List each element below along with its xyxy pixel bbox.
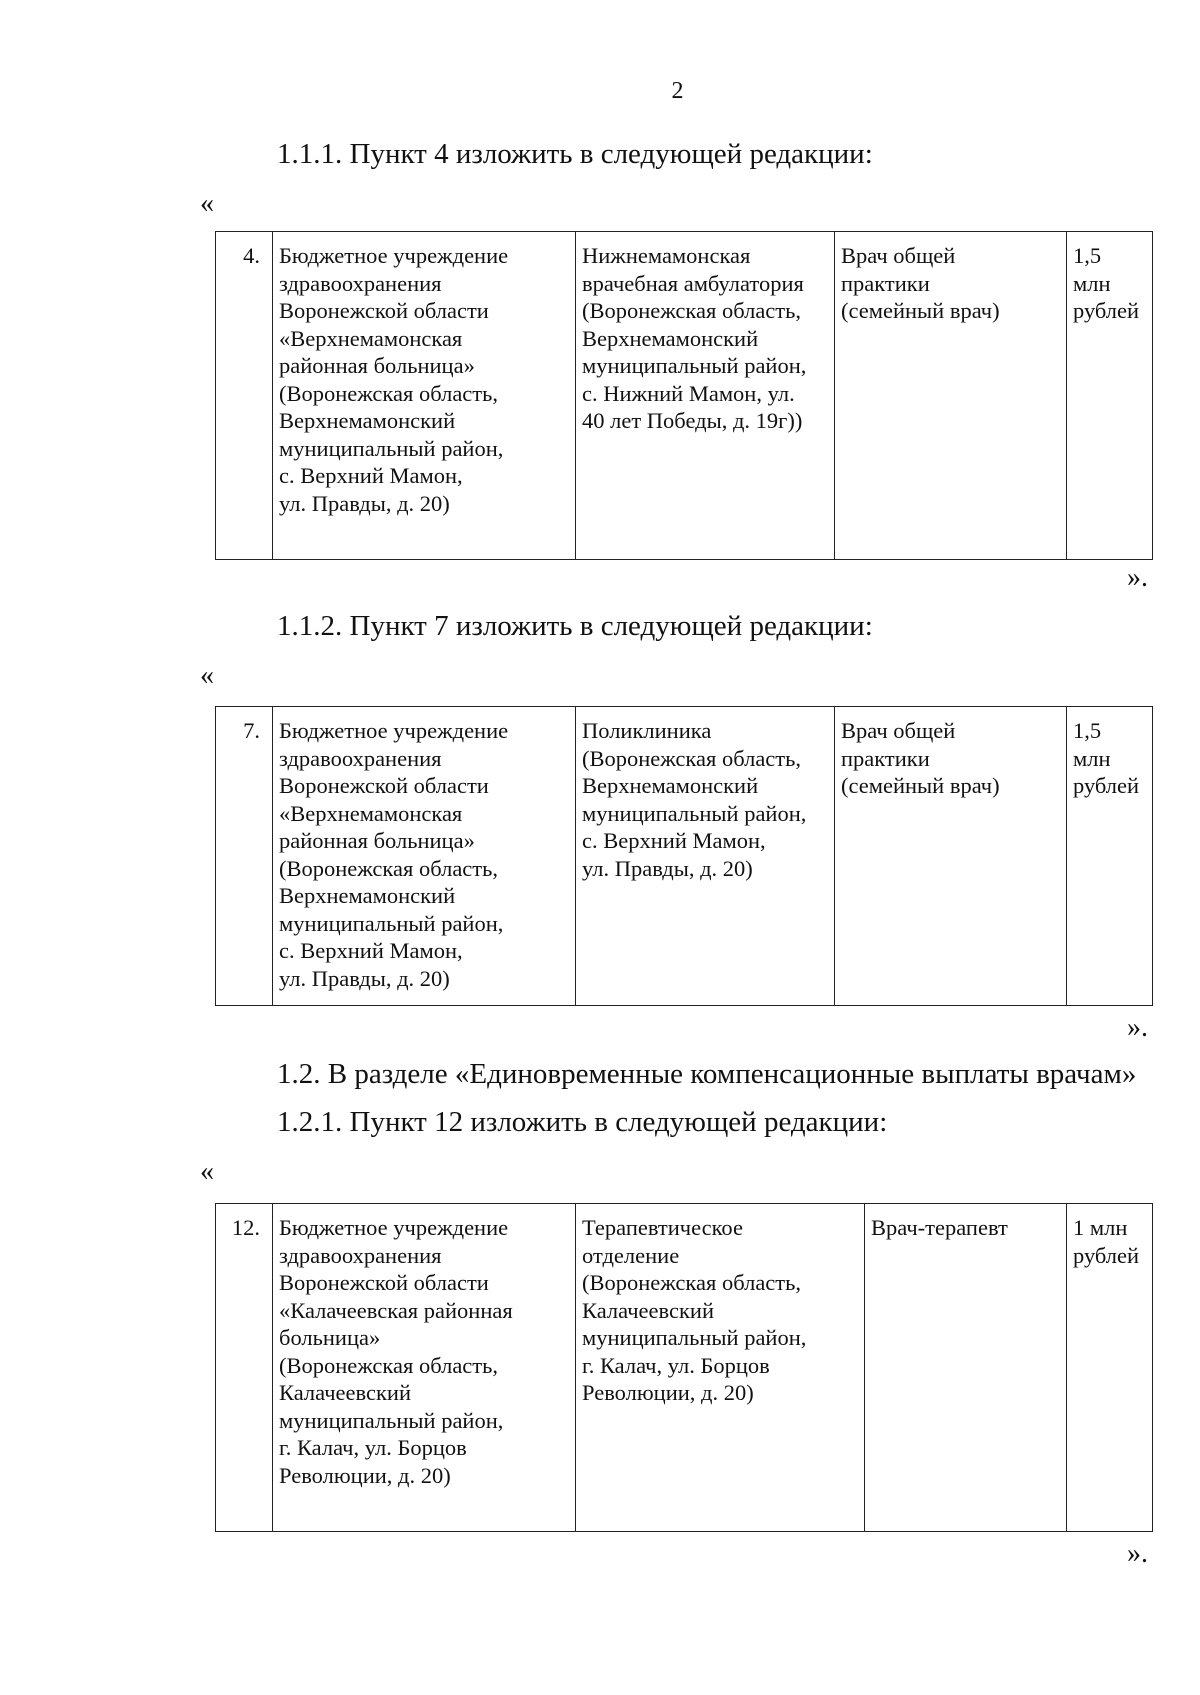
open-quote: «	[200, 1156, 214, 1187]
table-item-12	[215, 1203, 1153, 1532]
facility-cell: Терапевтическое отделение (Воронежская область, Калачеевский муниципальный район, г. Калач, ул. Борцов Революции, д. 20)	[576, 1204, 865, 1532]
row-number: 12.	[216, 1204, 273, 1532]
facility-cell: Нижнемамонская врачебная амбулатория (Воронежская область, Верхнемамонский муниципальный район, с. Нижний Мамон, ул. 40 лет Победы, д. 19г))	[576, 232, 835, 560]
position-cell: Врач-терапевт	[865, 1204, 1067, 1532]
institution-cell: Бюджетное учреждение здравоохранения Воронежской области «Верхнемамонская районная больница» (Воронежская область, Верхнемамонский муниципальный район, с. Верхний Мамон, ул. Правды, д. 20)	[273, 707, 576, 1006]
amount-cell: 1,5 млн рублей	[1067, 232, 1153, 560]
institution-cell: Бюджетное учреждение здравоохранения Воронежской области «Калачеевская районная больница» (Воронежская область, Калачеевский муниципальный район, г. Калач, ул. Борцов Революции, д. 20)	[273, 1204, 576, 1532]
row-number: 7.	[216, 707, 273, 1006]
row-number: 4.	[216, 232, 273, 560]
institution-cell: Бюджетное учреждение здравоохранения Воронежской области «Верхнемамонская районная больница» (Воронежская область, Верхнемамонский муниципальный район, с. Верхний Мамон, ул. Правды, д. 20)	[273, 232, 576, 560]
heading-1-2: 1.2. В разделе «Единовременные компенсационные выплаты врачам»	[277, 1058, 1137, 1090]
page-number: 2	[671, 78, 684, 104]
position-cell: Врач общей практики (семейный врач)	[835, 707, 1067, 1006]
table-item-4	[215, 231, 1153, 560]
table-item-7	[215, 706, 1153, 1006]
facility-cell: Поликлиника (Воронежская область, Верхнемамонский муниципальный район, с. Верхний Мамон, ул. Правды, д. 20)	[576, 707, 835, 1006]
amount-cell: 1,5 млн рублей	[1067, 707, 1153, 1006]
heading-1-1-1: 1.1.1. Пункт 4 изложить в следующей редакции:	[277, 138, 873, 170]
table-row	[216, 232, 1153, 560]
amount-cell: 1 млн рублей	[1067, 1204, 1153, 1532]
position-cell: Врач общей практики (семейный врач)	[835, 232, 1067, 560]
open-quote: «	[200, 660, 214, 691]
close-quote: ».	[1127, 1012, 1148, 1043]
close-quote: ».	[1127, 1538, 1148, 1569]
table-row	[216, 1204, 1153, 1532]
close-quote: ».	[1127, 562, 1148, 593]
heading-1-2-1: 1.2.1. Пункт 12 изложить в следующей редакции:	[277, 1106, 888, 1138]
table-row	[216, 707, 1153, 1006]
heading-1-1-2: 1.1.2. Пункт 7 изложить в следующей редакции:	[277, 610, 873, 642]
open-quote: «	[200, 188, 214, 219]
